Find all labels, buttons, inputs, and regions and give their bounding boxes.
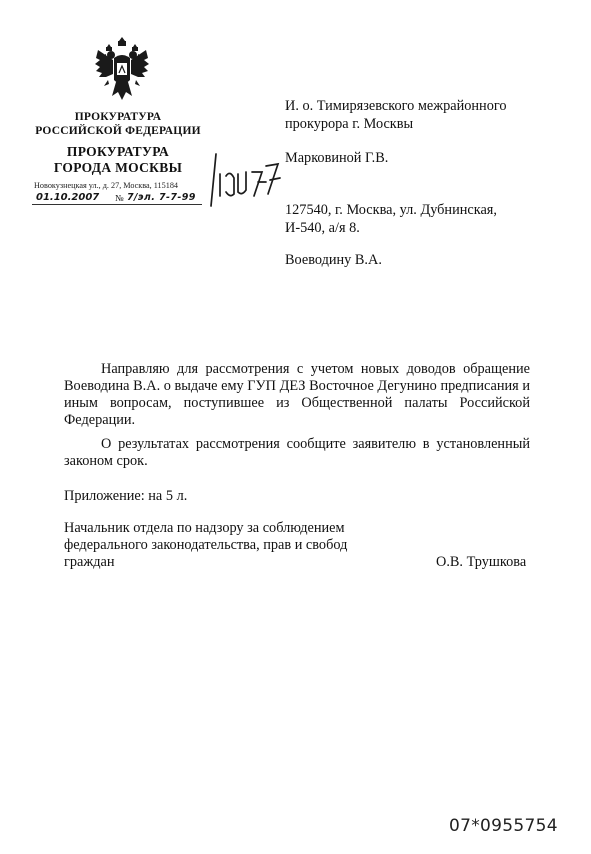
date-number-line <box>32 192 202 206</box>
stamp-number: 07*0955754 <box>449 816 558 836</box>
org-name <box>20 110 216 138</box>
addressee-address <box>285 201 497 237</box>
handwritten-number: 7/эл. 7-7-99 <box>127 192 196 203</box>
dept-line1: ПРОКУРАТУРА <box>66 144 170 159</box>
double-headed-eagle-emblem-icon <box>94 36 150 102</box>
number-sign: № <box>115 193 124 203</box>
signatory-title-line1: Начальник отдела по надзору за соблюдением <box>64 520 345 536</box>
addressee-name: Марковиной Г.В. <box>285 150 389 166</box>
signatory-title <box>64 520 347 571</box>
signatory-title-line2: федерального законодательства, прав и свобод <box>64 537 348 553</box>
signatory-title-line3: граждан <box>64 554 115 570</box>
applicant-name: Воеводину В.А. <box>285 252 382 268</box>
body-paragraph-1: Направляю для рассмотрения с учетом новых доводов обращение Воеводина В.А. о выдаче ему ГУП ДЕЗ Восточное Дегунино предписания и иным вопросам, поступившее из Общественной палаты Российской Федерации. <box>64 361 530 428</box>
handwritten-date: 01.10.2007 <box>36 192 100 203</box>
body-paragraph-2: О результатах рассмотрения сообщите заявителю в установленный законом срок. <box>64 436 530 469</box>
org-address: Новокузнецкая ул., д. 27, Москва, 115184 <box>34 181 179 190</box>
addressee-line1: И. о. Тимирязевского межрайонного <box>285 98 507 114</box>
date-underline <box>32 204 202 205</box>
addressee-position <box>285 97 507 133</box>
handwritten-registration-mark <box>208 152 288 210</box>
addressee-line2: прокурора г. Москвы <box>285 116 414 132</box>
org-line2: РОССИЙСКОЙ ФЕДЕРАЦИИ <box>35 125 201 137</box>
org-line1: ПРОКУРАТУРА <box>74 111 162 123</box>
address-line1: 127540, г. Москва, ул. Дубнинская, <box>285 202 497 218</box>
signatory-name: О.В. Трушкова <box>436 554 527 570</box>
dept-line2: ГОРОДА МОСКВЫ <box>53 160 183 175</box>
attachment-note: Приложение: на 5 л. <box>64 488 188 504</box>
address-line2: И-540, а/я 8. <box>285 220 360 236</box>
dept-name <box>20 144 216 176</box>
